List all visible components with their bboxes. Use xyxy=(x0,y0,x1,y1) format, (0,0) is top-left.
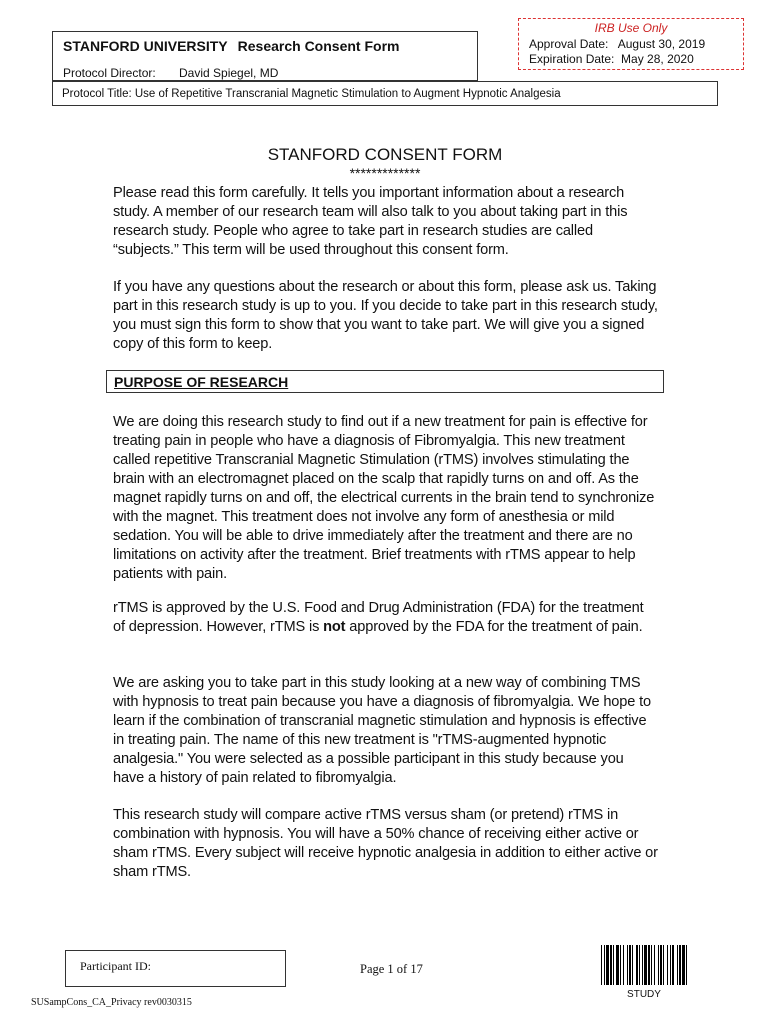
purpose-paragraph-2-start: rTMS is approved by the U.S. Food and Drug Administration (FDA) for the treatment of depression. However, rTMS is xyxy=(113,600,644,635)
purpose-paragraph-4: This research study will compare active rTMS versus sham (or pretend) rTMS in combination with hypnosis. You will have a 50% chance of receiving either active or sham rTMS. Every subject will receive hypnotic analgesia in addition to either active or sham rTMS. xyxy=(113,807,658,880)
form-code: SUSampCons_CA_Privacy rev0030315 xyxy=(31,997,192,1008)
intro-paragraph-2: If you have any questions about the research or about this form, please ask us. Taking part in this research study is up to you. If you decide to take part in this research study, you must sign this form to show that you want to take part. We will give you a signed copy of this form to keep. xyxy=(113,279,658,352)
irb-title: IRB Use Only xyxy=(594,21,668,35)
title-stars: ************* xyxy=(349,165,421,181)
purpose-paragraph-3: We are asking you to take part in this study looking at a new way of combining TMS with hypnosis to treat pain because you have a diagnosis of fibromyalgia. We hope to learn if the combination of transcranial magnetic stimulation and hypnosis is effective in treating pain. The name of this new treatment is "rTMS-augmented hypnotic analgesia." You were selected as a possible participant in this study because you have a history of pain related to fibromyalgia. xyxy=(113,675,651,786)
purpose-paragraph-2-end: approved by the FDA for the treatment of pain. xyxy=(345,619,643,635)
barcode xyxy=(601,945,687,985)
purpose-paragraph-2-emphasis: not xyxy=(323,619,346,635)
participant-id-box xyxy=(65,950,286,987)
approval-date: Approval Date: August 30, 2019 xyxy=(529,37,706,51)
org-name: STANFORD UNIVERSITY xyxy=(63,38,228,54)
form-header-title xyxy=(63,38,399,54)
form-name: Research Consent Form xyxy=(237,38,400,54)
irb-use-box xyxy=(518,18,744,70)
section-heading-purpose: PURPOSE OF RESEARCH xyxy=(114,374,289,390)
section-heading-box xyxy=(106,370,664,393)
intro-paragraph-1: Please read this form carefully. It tells you important information about a research study. A member of our research team will also talk to you about taking part in this research study. People who agree to take part in research studies are called “subjects.” This term will be used throughout this consent form. xyxy=(113,185,628,258)
protocol-director-name: David Spiegel, MD xyxy=(179,66,279,80)
page-number: Page 1 of 17 xyxy=(360,962,423,976)
purpose-paragraph-2 xyxy=(113,599,658,637)
participant-id-label: Participant ID: xyxy=(80,959,151,973)
protocol-director-label: Protocol Director: xyxy=(63,66,156,80)
purpose-paragraph-1: We are doing this research study to find out if a new treatment for pain is effective for treating pain in people who have a diagnosis of Fibromyalgia. This new treatment called repetitive Transcranial Magnetic Stimulation (rTMS) involves stimulating the brain with an electromagnet placed on the scalp that rapidly turns on and off. As the magnet rapidly turns on and off, the electrical currents in the brain tend to synchronize with the magnet. This treatment does not involve any form of anesthesia or mild sedation. You will be able to drive immediately after the treatment and there are no limitations on activity after the treatment. Brief treatments with rTMS appear to help patients with pain. xyxy=(113,414,655,582)
barcode-label: STUDY xyxy=(627,989,661,1000)
expiration-date: Expiration Date: May 28, 2020 xyxy=(529,52,694,66)
document-title: STANFORD CONSENT FORM xyxy=(267,145,503,164)
protocol-title: Protocol Title: Use of Repetitive Transcranial Magnetic Stimulation to Augment Hypnotic Analgesia xyxy=(52,81,718,106)
header-box xyxy=(52,31,478,81)
